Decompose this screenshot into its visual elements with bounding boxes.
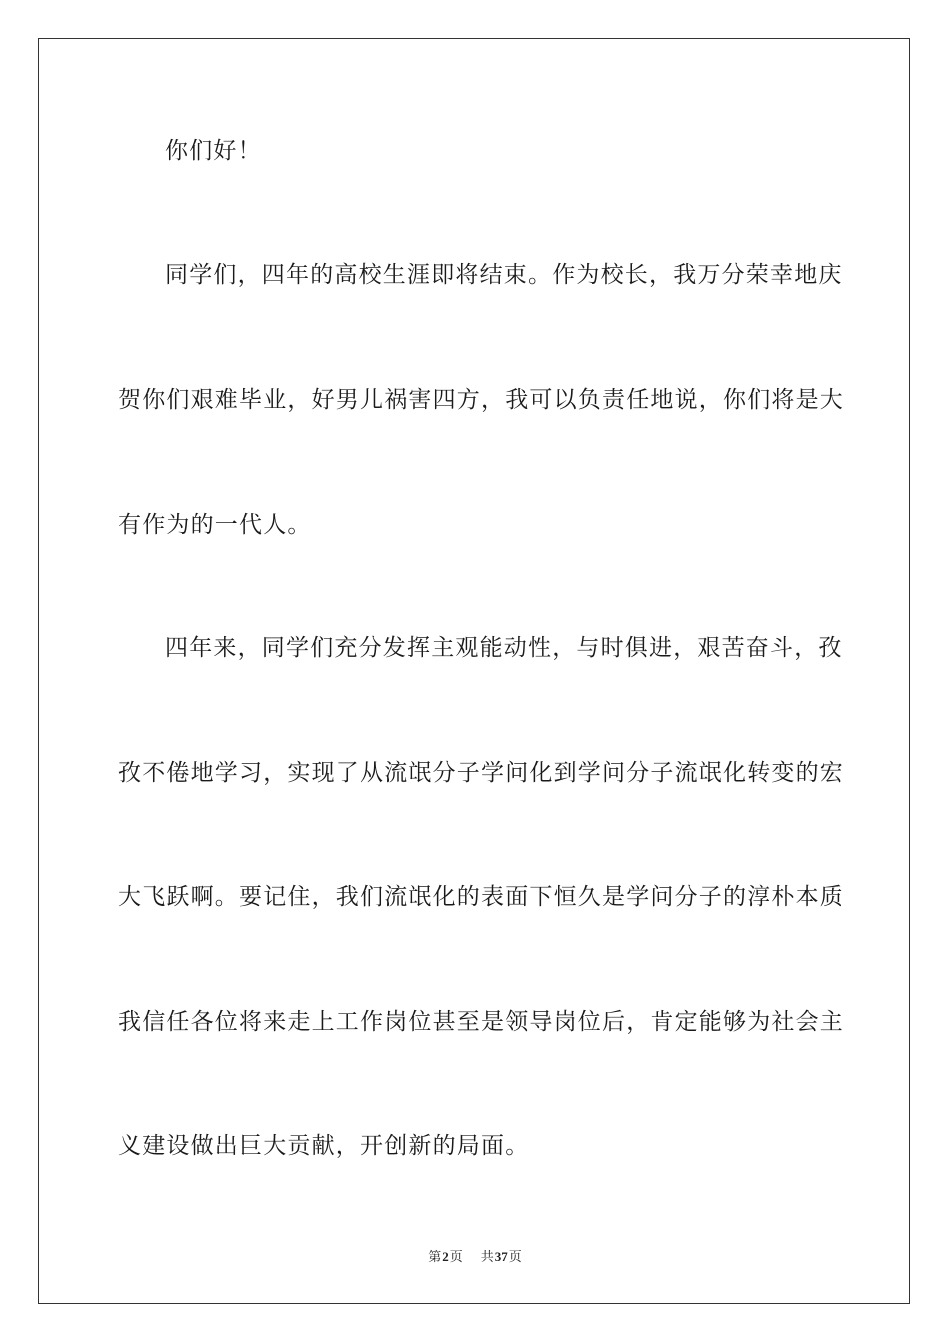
paragraph-line: 同学们，四年的高校生涯即将结束。作为校长，我万分荣幸地庆	[165, 262, 843, 288]
total-prefix: 共	[480, 1250, 494, 1265]
page-border	[38, 38, 910, 1304]
total-pages: 37	[494, 1249, 508, 1264]
paragraph-line: 义建设做出巨大贡献，开创新的局面。	[118, 1133, 530, 1159]
page-prefix: 第	[428, 1250, 442, 1265]
greeting-line: 你们好！	[165, 138, 262, 164]
page-suffix: 页	[449, 1250, 463, 1265]
page-number: 2	[442, 1249, 449, 1264]
paragraph-line: 大飞跃啊。要记住，我们流氓化的表面下恒久是学问分子的淳朴本质	[118, 884, 844, 910]
page-footer	[0, 1246, 950, 1265]
paragraph-line: 贺你们艰难毕业，好男儿祸害四方，我可以负责任地说，你们将是大	[118, 387, 844, 413]
total-suffix: 页	[508, 1250, 522, 1265]
paragraph-line: 我信任各位将来走上工作岗位甚至是领导岗位后，肯定能够为社会主	[118, 1009, 844, 1035]
paragraph-line: 孜不倦地学习，实现了从流氓分子学问化到学问分子流氓化转变的宏	[118, 760, 844, 786]
paragraph-line: 有作为的一代人。	[118, 512, 312, 538]
paragraph-line: 四年来，同学们充分发挥主观能动性，与时俱进，艰苦奋斗，孜	[165, 635, 843, 661]
